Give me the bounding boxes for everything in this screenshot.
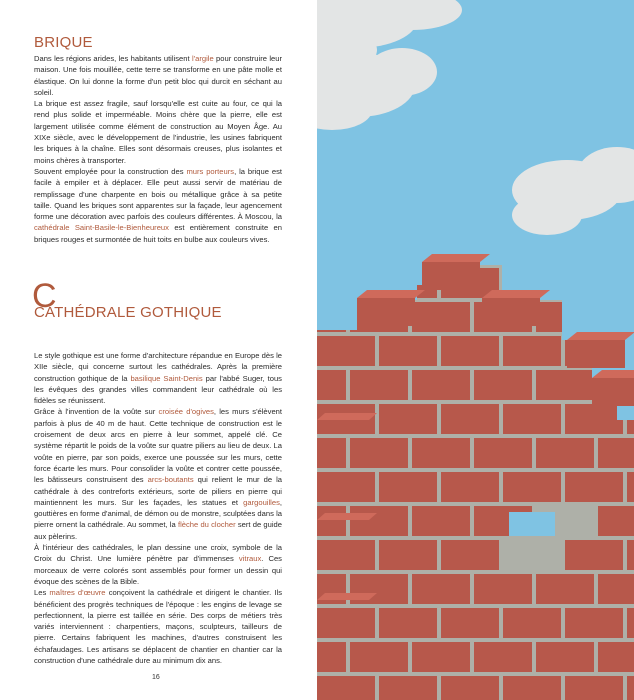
brick — [379, 676, 437, 700]
brick-top — [317, 593, 377, 600]
brick — [350, 642, 408, 672]
brick-top — [567, 332, 634, 340]
brick — [598, 574, 634, 604]
brick — [536, 370, 594, 400]
paragraph: Les maîtres d'œuvre conçoivent la cathédrale et dirigent le chantier. Ils bénéficient des progrès techniques de l'époque : les engins de levage se perfectionnent, la pierre est taillée en série. Des corps de métiers très variés interviennent : charpentiers, maçons, sculpteurs, tailleurs de pierre. Certains fabriquent les machines, d'autres construisent les échafaudages. Les artisans se déplacent de chantier en chantier car la construction d'une cathédrale dure au minimum dix ans. — [34, 588, 282, 666]
brick — [441, 336, 499, 366]
paragraph: À l'intérieur des cathédrales, le plan dessine une croix, symbole de la Croix du Christ. Une lumière pénètre par d'immenses vitraux. Ces morceaux de verre colorés sont assemblés pour former un dessin qui évoque des scènes de la Bible. — [34, 543, 282, 586]
paragraph: Dans les régions arides, les habitants utilisent l'argile pour construire leur maison. Une fois mouillée, cette terre se transforme en une pâte molle et élastique. On lui donne la forme d'un petit bloc qui durcit en séchant au soleil. — [34, 54, 282, 97]
keyword: maîtres d'œuvre — [49, 588, 106, 598]
brick — [317, 472, 375, 502]
keyword: flèche du clocher — [177, 520, 236, 530]
brick — [536, 438, 594, 468]
brick — [503, 472, 561, 502]
brick — [379, 472, 437, 502]
section-title-cathedrale: CATHÉDRALE GOTHIQUE — [34, 304, 222, 321]
brick — [412, 642, 470, 672]
brick — [627, 676, 634, 700]
keyword: croisée d'ogives — [158, 407, 214, 417]
brick — [379, 608, 437, 638]
keyword: murs porteurs — [186, 166, 235, 176]
keyword: vitraux — [238, 554, 262, 564]
brick — [441, 472, 499, 502]
brick — [441, 608, 499, 638]
brick — [350, 506, 408, 536]
brick — [565, 404, 623, 434]
brick — [627, 472, 634, 502]
brick — [379, 404, 437, 434]
brick-top — [317, 413, 377, 420]
brick — [317, 608, 375, 638]
brick — [503, 608, 561, 638]
brick — [317, 676, 375, 700]
paragraph: Le style gothique est une forme d'architecture répandue en Europe dès le XIIe siècle, qui concerne surtout les cathédrales. Après la première construction gothique de la basilique Saint-Denis par l'abbé Suger, tous les évêques des grandes villes commandent leur cathédrale où les fidèles se réunissent. — [34, 351, 282, 406]
brick — [441, 676, 499, 700]
paragraph: Grâce à l'invention de la voûte sur croisée d'ogives, les murs s'élèvent parfois à plus de 40 m de haut. Cette technique de construction est le croisement de deux arcs en pierre à leur sommet, appelé clé. Ce système répartit le poids de la voûte sur quatre piliers au lieu de deux. La voûte en pierre, par son poids, exerce une poussée sur les murs, cette force écarte les murs. Pour consolider la voûte et contrer cette poussée, les bâtisseurs construisent des arcs-boutants qui relient le mur de la cathédrale à des contreforts extérieurs, sorte de piliers en pierre qui maintiennent les murs. Sur les façades, les statues et gargouilles, gouttières en forme d'animal, de démon ou de monstre, sculptées dans la pierre ornent la cathédrale. Au sommet, la flèche du clocher sert de guide aux pèlerins. — [34, 407, 283, 541]
brick — [598, 642, 634, 672]
brick — [565, 540, 623, 570]
paragraph: Souvent employée pour la construction des murs porteurs, la brique est facile à empiler et à déplacer. Elle peut aussi servir de matériau de remplissage d'une charpente en bois ou métallique grâce à sa petite taille. Quand les briques sont apparentes sur la façade, leur agencement forme une décoration avec parfois des couleurs différentes. À Moscou, la cathédrale Saint-Basile-le-Bienheureux est entièrement construite en briques rouges et surmontée de huit toits en bulbe aux couleurs vives. — [34, 166, 282, 244]
brick — [379, 540, 437, 570]
brick — [317, 506, 346, 536]
brick — [412, 506, 470, 536]
brick — [350, 370, 408, 400]
brick — [441, 404, 499, 434]
section-title-brique: BRIQUE — [34, 34, 93, 51]
brick-wall-illustration — [317, 0, 634, 700]
brick — [503, 404, 561, 434]
brick — [317, 642, 346, 672]
brick — [567, 340, 625, 368]
brick — [422, 262, 480, 290]
brick — [317, 540, 375, 570]
brick — [565, 676, 623, 700]
brick — [474, 370, 532, 400]
brick — [565, 472, 623, 502]
brick — [627, 540, 634, 570]
brick — [598, 506, 634, 536]
brick — [503, 676, 561, 700]
brick — [474, 438, 532, 468]
brick — [357, 298, 415, 326]
brick — [482, 298, 540, 326]
brick — [412, 438, 470, 468]
brick-top — [317, 513, 377, 520]
brick — [536, 642, 594, 672]
brick — [317, 336, 375, 366]
brick-top — [482, 290, 550, 298]
brick — [627, 608, 634, 638]
brick-top — [422, 254, 490, 262]
page-number: 16 — [152, 674, 160, 681]
keyword: arcs-boutants — [147, 475, 194, 485]
brick — [317, 370, 346, 400]
brick — [412, 302, 470, 332]
chapter-letter: C — [32, 277, 57, 315]
brick — [474, 574, 532, 604]
wall-window — [509, 512, 555, 536]
brick — [441, 540, 499, 570]
brick — [503, 336, 561, 366]
brick — [598, 438, 634, 468]
brick — [412, 574, 470, 604]
brick — [379, 336, 437, 366]
keyword: basilique Saint-Denis — [130, 373, 203, 383]
brick — [536, 574, 594, 604]
brick — [565, 608, 623, 638]
keyword: cathédrale Saint-Basile-le-Bienheureux — [34, 223, 169, 233]
brick — [412, 370, 470, 400]
keyword: gargouilles — [243, 497, 280, 507]
brick-top — [357, 290, 425, 298]
brick — [317, 438, 346, 468]
brick — [592, 378, 634, 406]
brique-body — [34, 53, 282, 245]
paragraph: La brique est assez fragile, sauf lorsqu'elle est cuite au four, ce qui la rend plus solide et imperméable. Moins chère que la pierre, elle est largement utilisée comme élément de construction au Moyen Âge. Au XIXe siècle, avec le développement de l'industrie, les usines fabriquent les briques à la chaîne. Elles sont désormais creuses, plus isolantes et moins chères à transporter. — [34, 99, 282, 165]
cathedrale-body — [34, 350, 282, 666]
brick — [474, 642, 532, 672]
keyword: l'argile — [191, 54, 214, 63]
brick — [350, 438, 408, 468]
